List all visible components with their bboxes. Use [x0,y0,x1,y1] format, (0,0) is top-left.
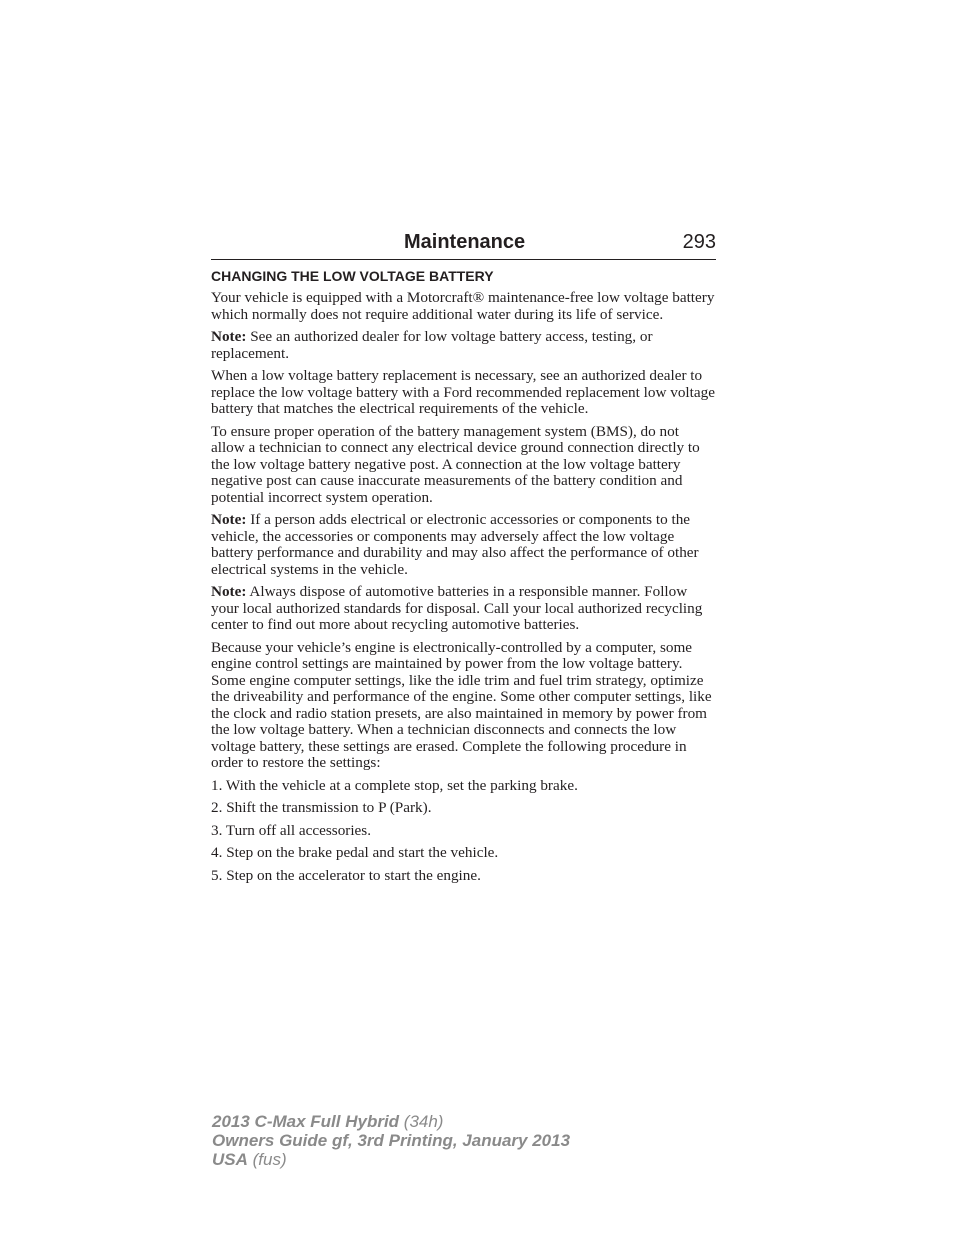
note-label: Note: [211,328,247,345]
settings-paragraph: Because your vehicle’s engine is electronically-controlled by a computer, some engine control settings are maintained by power from the low voltage battery. Some engine computer settings, like the idle trim and fuel trim strategy, optimize the driveability and performance of the engine. Some other computer settings, like the clock and radio station presets, are also maintained in memory by power from the low voltage battery. When a technician disconnects and connects the low voltage battery, these settings are erased. Complete the following procedure in order to restore the settings: [211,638,712,771]
footer-line-model [212,1112,570,1131]
page-number: 293 [682,231,716,253]
section-title: Maintenance [404,231,526,253]
note-text: See an authorized dealer for low voltage battery access, testing, or replacement. [211,328,653,362]
bms-paragraph: To ensure proper operation of the battery management system (BMS), do not allow a technician to connect any electrical device ground connection directly to the low voltage battery negative post. A connection at the low voltage battery negative post can cause inaccurate measurements of the battery condition and potential incorrect system operation. [211,422,700,506]
procedure-steps [211,778,716,885]
page-header [211,229,716,260]
note-label: Note: [211,583,247,600]
footer-model: 2013 C-Max Full Hybrid [212,1112,400,1131]
footer-model-code: (34h) [399,1112,444,1131]
intro-paragraph: Your vehicle is equipped with a Motorcraft® maintenance-free low voltage battery which normally does not require additional water during its life of service. [211,289,715,323]
page-footer [212,1112,570,1169]
note-accessories [211,512,716,578]
footer-edition: Owners Guide gf, 3rd Printing, January 2013 [212,1131,571,1150]
note-label: Note: [211,511,247,528]
note-text: If a person adds electrical or electronic accessories or components to the vehicle, the accessories or components may adversely affect the low voltage battery performance and durability and may also affect the performance of other electrical systems in the vehicle. [211,511,699,578]
replacement-paragraph: When a low voltage battery replacement is necessary, see an authorized dealer to replace the low voltage battery with a Ford recommended replacement low voltage battery that matches the electrical requirements of the vehicle. [211,367,715,417]
procedure-step: 2. Shift the transmission to P (Park). [211,799,432,816]
note-text: Always dispose of automotive batteries in a responsible manner. Follow your local authorized standards for disposal. Call your local authorized recycling center to find out more about recycling automotive batteries. [211,583,703,633]
note-dealer [211,329,716,362]
footer-region-code: (fus) [247,1150,287,1169]
section-heading: CHANGING THE LOW VOLTAGE BATTERY [211,268,494,284]
note-disposal [211,584,716,634]
procedure-step: 5. Step on the accelerator to start the engine. [211,866,481,884]
page-content [211,266,716,890]
procedure-step: 3. Turn off all accessories. [211,821,372,839]
procedure-step: 4. Step on the brake pedal and start the vehicle. [211,844,499,861]
footer-line-region [212,1150,570,1169]
procedure-step: 1. With the vehicle at a complete stop, set the parking brake. [211,776,578,794]
footer-region: USA [212,1150,248,1169]
